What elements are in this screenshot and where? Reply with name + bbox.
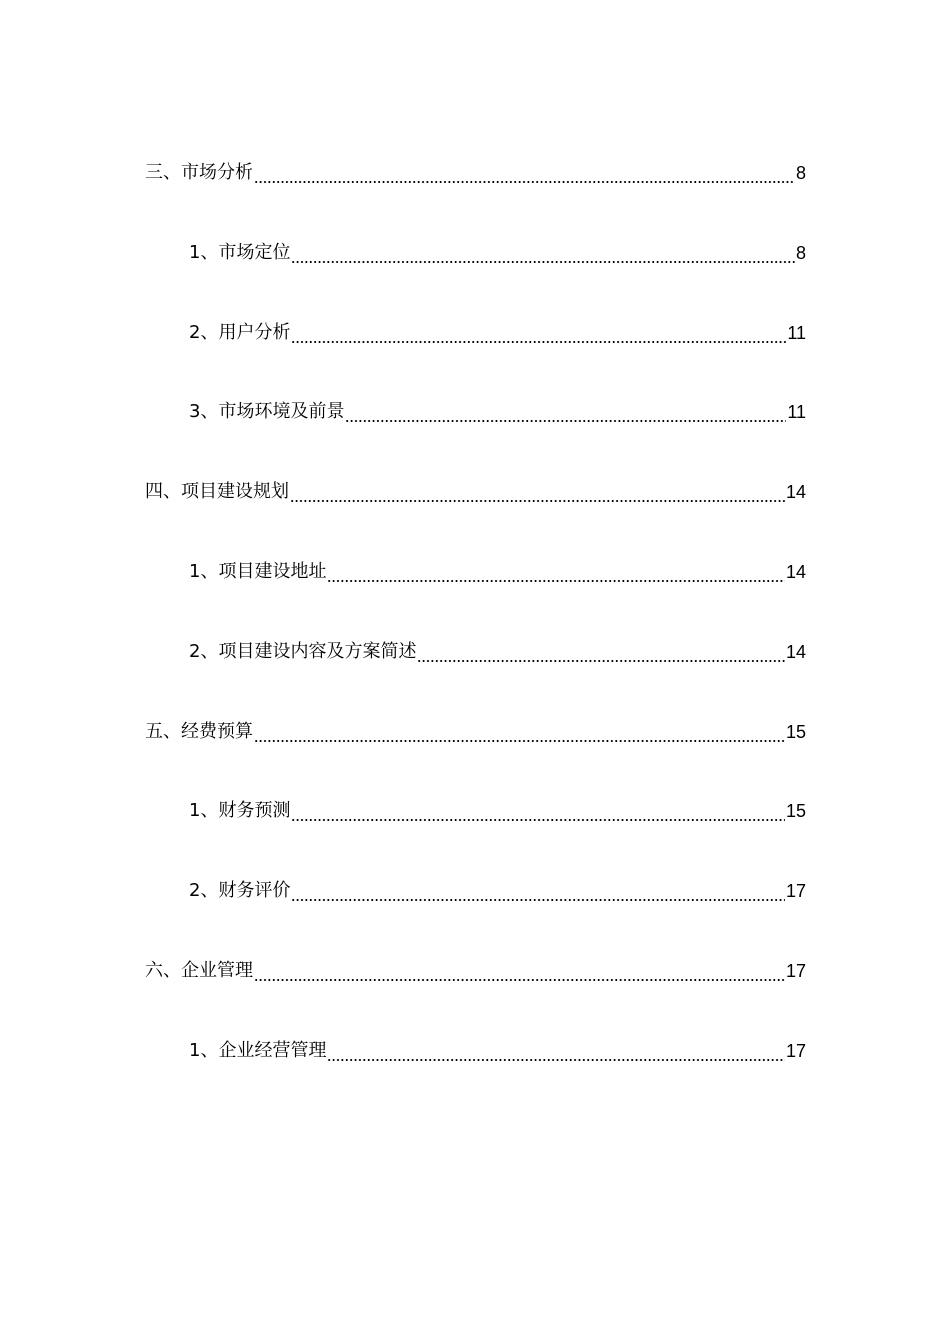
toc-page-number: 14	[785, 482, 806, 503]
toc-page-number: 17	[785, 881, 806, 902]
toc-entry-title: 四、项目建设规划	[145, 481, 289, 503]
toc-page-number: 17	[785, 1040, 806, 1061]
toc-dot-leader	[291, 315, 786, 351]
toc-entry-market-positioning[interactable]	[0, 235, 950, 315]
toc-dot-leader	[327, 554, 785, 590]
toc-page-number: 14	[785, 641, 806, 662]
toc-page-number: 11	[787, 402, 806, 423]
toc-dot-leader	[254, 155, 795, 191]
toc-dot-leader	[417, 634, 785, 670]
toc-dot-leader	[327, 1033, 785, 1069]
toc-entry-financial-evaluation[interactable]	[0, 873, 950, 953]
toc-entry-title: 3、市场环境及前景	[189, 401, 345, 423]
toc-page-number: 17	[785, 960, 806, 981]
toc-dot-leader	[291, 873, 785, 909]
toc-entry-title: 1、企业经营管理	[189, 1039, 327, 1061]
toc-dot-leader	[291, 793, 785, 829]
toc-page-number: 14	[785, 561, 806, 582]
toc-entry-financial-forecast[interactable]	[0, 793, 950, 873]
toc-entry-construction-content[interactable]	[0, 634, 950, 714]
toc-entry-title: 三、市场分析	[145, 162, 253, 183]
toc-entry-market-environment[interactable]	[0, 394, 950, 474]
table-of-contents	[0, 155, 950, 1113]
toc-entry-title: 2、项目建设内容及方案简述	[189, 640, 417, 662]
toc-entry-title: 2、财务评价	[189, 880, 291, 902]
toc-dot-leader	[291, 235, 795, 271]
toc-entry-title: 1、市场定位	[189, 241, 291, 263]
toc-dot-leader	[290, 474, 785, 510]
toc-entry-budget[interactable]	[0, 714, 950, 794]
toc-dot-leader	[345, 394, 786, 430]
toc-entry-title: 六、企业管理	[145, 959, 253, 981]
toc-page-number: 15	[785, 721, 806, 742]
toc-dot-leader	[254, 953, 785, 989]
toc-entry-market-analysis[interactable]	[0, 155, 950, 235]
toc-entry-enterprise-management[interactable]	[0, 953, 950, 1033]
toc-entry-construction-plan[interactable]	[0, 474, 950, 554]
toc-page-number: 8	[795, 242, 806, 263]
toc-entry-construction-site[interactable]	[0, 554, 950, 634]
toc-page-number: 15	[785, 801, 806, 822]
toc-entry-title: 五、经费预算	[145, 720, 253, 742]
toc-dot-leader	[254, 714, 785, 750]
toc-entry-business-management[interactable]	[0, 1033, 950, 1113]
toc-entry-title: 1、项目建设地址	[189, 560, 327, 582]
toc-entry-title: 1、财务预测	[189, 800, 291, 822]
toc-page-number: 8	[795, 163, 806, 183]
toc-page-number: 11	[787, 322, 806, 343]
toc-entry-title: 2、用户分析	[189, 321, 291, 343]
toc-entry-user-analysis[interactable]	[0, 315, 950, 395]
